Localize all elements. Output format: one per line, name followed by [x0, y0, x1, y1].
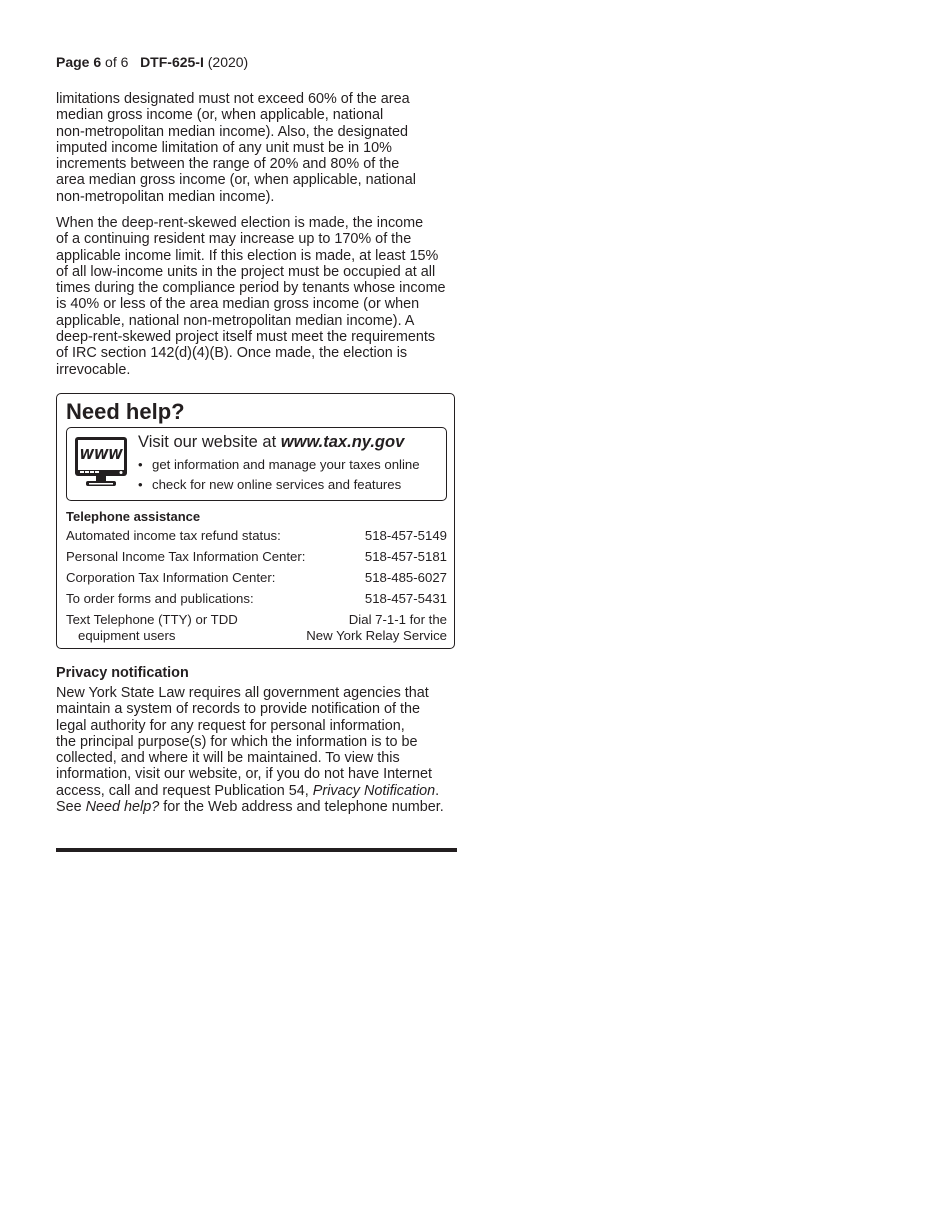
phone-number: 518-457-5181: [364, 549, 447, 564]
icon-text: WWW: [79, 448, 123, 463]
need-help-box: [56, 393, 455, 649]
tty-label-line: Text Telephone (TTY) or TDD: [66, 612, 238, 627]
text-line: deep-rent-skewed project itself must meet the requirements: [56, 329, 436, 346]
phone-label: To order forms and publications:: [66, 591, 254, 606]
need-help-reference: Need help?: [85, 799, 160, 816]
text-line: New York State Law requires all government agencies that: [56, 685, 429, 701]
text-line: applicable income limit. If this election is made, at least 15%: [56, 247, 439, 264]
text-line: of IRC section 142(d)(4)(B). Once made, the election is: [56, 345, 408, 362]
text-line: When the deep-rent-skewed election is made, the income: [56, 215, 424, 231]
text-line: collected, and where it will be maintained. To view this: [56, 750, 400, 767]
text-line: times during the compliance period by tenants whose income: [56, 280, 446, 297]
phone-number: 518-457-5149: [364, 528, 447, 543]
monitor-www-icon: [74, 436, 128, 488]
paragraph-deep-rent-skewed: [56, 215, 457, 378]
bottom-rule: [56, 848, 457, 852]
phone-number: 518-457-5431: [364, 591, 447, 606]
phone-label: Corporation Tax Information Center:: [66, 570, 276, 585]
tty-number: [306, 612, 447, 643]
text-line: of all low-income units in the project must be occupied at all: [56, 263, 436, 280]
tty-number-line: Dial 7-1-1 for the: [348, 612, 447, 627]
website-intro: Visit our website at: [138, 433, 277, 451]
text-line: applicable, national non-metropolitan median income). A: [56, 312, 415, 329]
page-header: [56, 54, 248, 70]
tty-label-line: equipment users: [78, 627, 176, 643]
text-line: legal authority for any request for personal information,: [56, 717, 405, 734]
need-help-title: Need help?: [66, 399, 185, 424]
text-line: of a continuing resident may increase up to 170% of the: [56, 231, 412, 248]
text-line: limitations designated must not exceed 60% of the area: [56, 91, 410, 107]
telephone-assistance-title: Telephone assistance: [66, 509, 201, 524]
text-segment: access, call and request Publication 54,: [56, 782, 309, 799]
website-link[interactable]: www.tax.ny.gov: [280, 433, 405, 451]
phone-row-tty: [66, 612, 447, 644]
publication-title: Privacy Notification: [312, 782, 436, 799]
text-line: median gross income (or, when applicable, national: [56, 107, 384, 124]
list-item: • check for new online services and features: [138, 476, 420, 496]
phone-number: 518-485-6027: [364, 570, 447, 585]
text-segment: See: [56, 799, 82, 816]
text-line: area median gross income (or, when applicable, national: [56, 172, 416, 189]
text-line: information, visit our website, or, if you do not have Internet: [56, 766, 432, 783]
website-box: [66, 427, 447, 501]
text-line: maintain a system of records to provide notification of the: [56, 701, 420, 718]
text-line: the principal purpose(s) for which the information is to be: [56, 733, 418, 750]
text-segment: for the Web address and telephone number.: [163, 799, 444, 816]
website-bullets: [138, 456, 420, 496]
tty-number-line: New York Relay Service: [306, 627, 447, 643]
paragraph-income-limitations: [56, 91, 457, 205]
text-line: irrevocable.: [56, 361, 131, 378]
text-line: increments between the range of 20% and 80% of the: [56, 156, 400, 173]
text-line: [56, 783, 457, 799]
form-year: (2020): [207, 54, 249, 70]
form-id: DTF-625-I: [140, 54, 204, 70]
page-total: of 6: [105, 54, 129, 70]
text-line: non-metropolitan median income). Also, the designated: [56, 123, 408, 140]
privacy-notification-text: [56, 685, 457, 815]
list-item: • get information and manage your taxes online: [138, 456, 420, 476]
phone-label: Automated income tax refund status:: [66, 528, 281, 543]
page-number: Page 6: [56, 54, 102, 70]
phone-label: Personal Income Tax Information Center:: [66, 549, 306, 564]
text-line: non-metropolitan median income).: [56, 188, 275, 205]
text-line: [56, 799, 457, 815]
text-line: imputed income limitation of any unit must be in 10%: [56, 139, 392, 156]
privacy-notification-title: Privacy notification: [56, 665, 189, 681]
text-line: is 40% or less of the area median gross income (or when: [56, 296, 420, 313]
website-line: [138, 433, 404, 452]
tty-label: [66, 612, 238, 643]
text-segment: .: [435, 782, 440, 799]
